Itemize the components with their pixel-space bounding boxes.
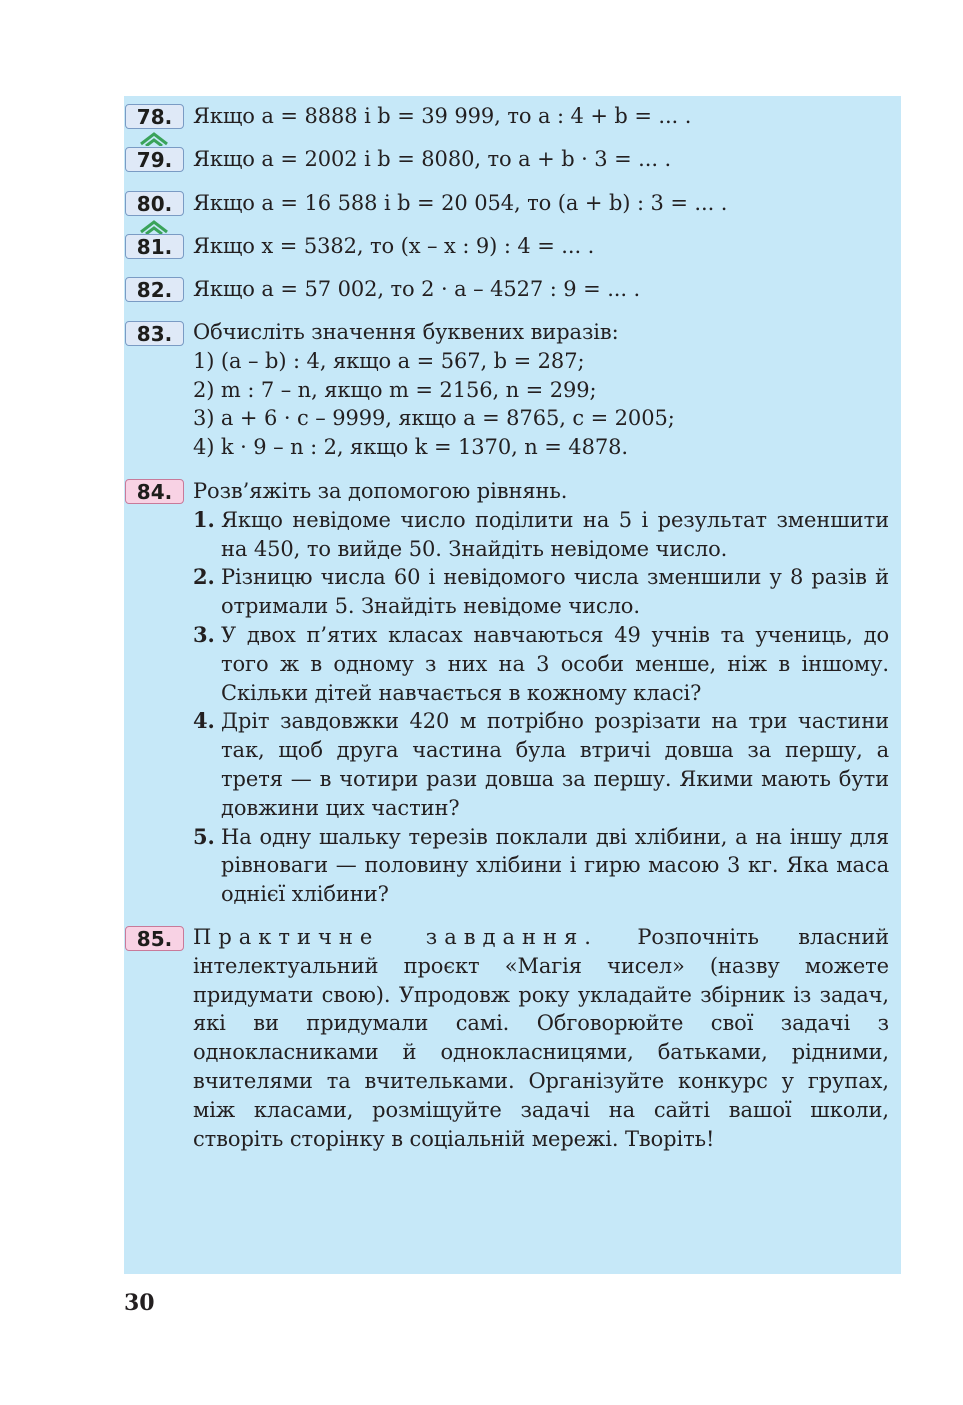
word-problem (193, 506, 889, 564)
expression-item: 3) a + 6 · c – 9999, якщо a = 8765, c = 2005; (193, 406, 675, 431)
task-number-badge: 83. (125, 321, 184, 346)
task-intro: Обчисліть значення буквених виразів: (193, 320, 619, 344)
task-number-badge: 79. (125, 147, 184, 172)
task-text: Якщо x = 5382, то (x – x : 9) : 4 = ... . (193, 234, 595, 258)
task-number-badge: 85. (125, 926, 184, 951)
task-intro: Розв’яжіть за допомогою рівнянь. (193, 479, 568, 503)
task-text: Якщо a = 8888 і b = 39 999, то a : 4 + b = ... . (193, 104, 692, 128)
problem-number: 2. (193, 564, 215, 590)
word-problem (193, 707, 889, 822)
task-number-badge: 81. (125, 234, 184, 259)
task-text: Якщо a = 2002 і b = 8080, то a + b · 3 = ... . (193, 147, 672, 171)
task-number-badge: 84. (125, 479, 184, 504)
problem-number: 3. (193, 621, 215, 647)
expression-item: 2) m : 7 – n, якщо m = 2156, n = 299; (193, 377, 597, 402)
page-number: 30 (124, 1290, 155, 1316)
problem-number: 5. (193, 823, 215, 849)
level-house-icon (140, 220, 168, 234)
practical-task-label: Практичне завдання. (193, 925, 598, 949)
word-problem (193, 621, 889, 707)
problem-text: На одну шальку терезів поклали дві хлібини, а на іншу для рівноваги — половину хлібини і гирю масою 3 кг. Яка маса однієї хлібини? (221, 824, 889, 907)
task-text: Якщо a = 16 588 і b = 20 054, то (a + b) : 3 = ... . (193, 191, 728, 215)
problem-text: Різницю числа 60 і невідомого числа зменшили у 8 разів й отримали 5. Знайдіть невідоме число. (221, 565, 889, 619)
practical-task-text: Розпочніть власний інтелектуальний проєкт «Магія чисел» (назву можете придумати свою). Упродовж року укладайте збірник із задач, які ви придумали самі. Обговорюйте свої задачі з однокласниками й однокласницями, батьками, рідними, вчителями та вчительками. Організуйте конкурс у групах, між класами, розміщуйте задачі на сайті вашої школи, створіть сторінку в соціальній мережі. Творіть! (193, 925, 890, 1151)
expression-item: 1) (a – b) : 4, якщо a = 567, b = 287; (193, 348, 585, 373)
problem-text: У двох п’ятих класах навчаються 49 учнів та учениць, до того ж в одному з них на 3 особи менше, ніж в іншому. Скільки дітей навчається в кожному класі? (221, 622, 889, 705)
problem-number: 1. (193, 506, 215, 532)
problem-text: Якщо невідоме число поділити на 5 і результат зменшити на 450, то вийде 50. Знайдіть невідоме число. (221, 507, 889, 561)
task-number-badge: 82. (125, 277, 184, 302)
problem-text: Дріт завдовжки 420 м потрібно розрізати на три частини так, щоб друга частина була втричі довша за першу, а третя — в чотири рази довша за першу. Якими мають бути довжини цих частин? (221, 709, 889, 820)
task-number-badge: 78. (125, 104, 184, 129)
word-problem (193, 823, 889, 909)
expression-item: 4) k · 9 – n : 2, якщо k = 1370, n = 4878. (193, 435, 628, 460)
level-house-icon (140, 132, 168, 146)
problem-number: 4. (193, 708, 215, 734)
task-number-badge: 80. (125, 191, 184, 216)
task-text: Якщо a = 57 002, то 2 · a – 4527 : 9 = ... . (193, 277, 641, 301)
word-problem (193, 563, 889, 621)
